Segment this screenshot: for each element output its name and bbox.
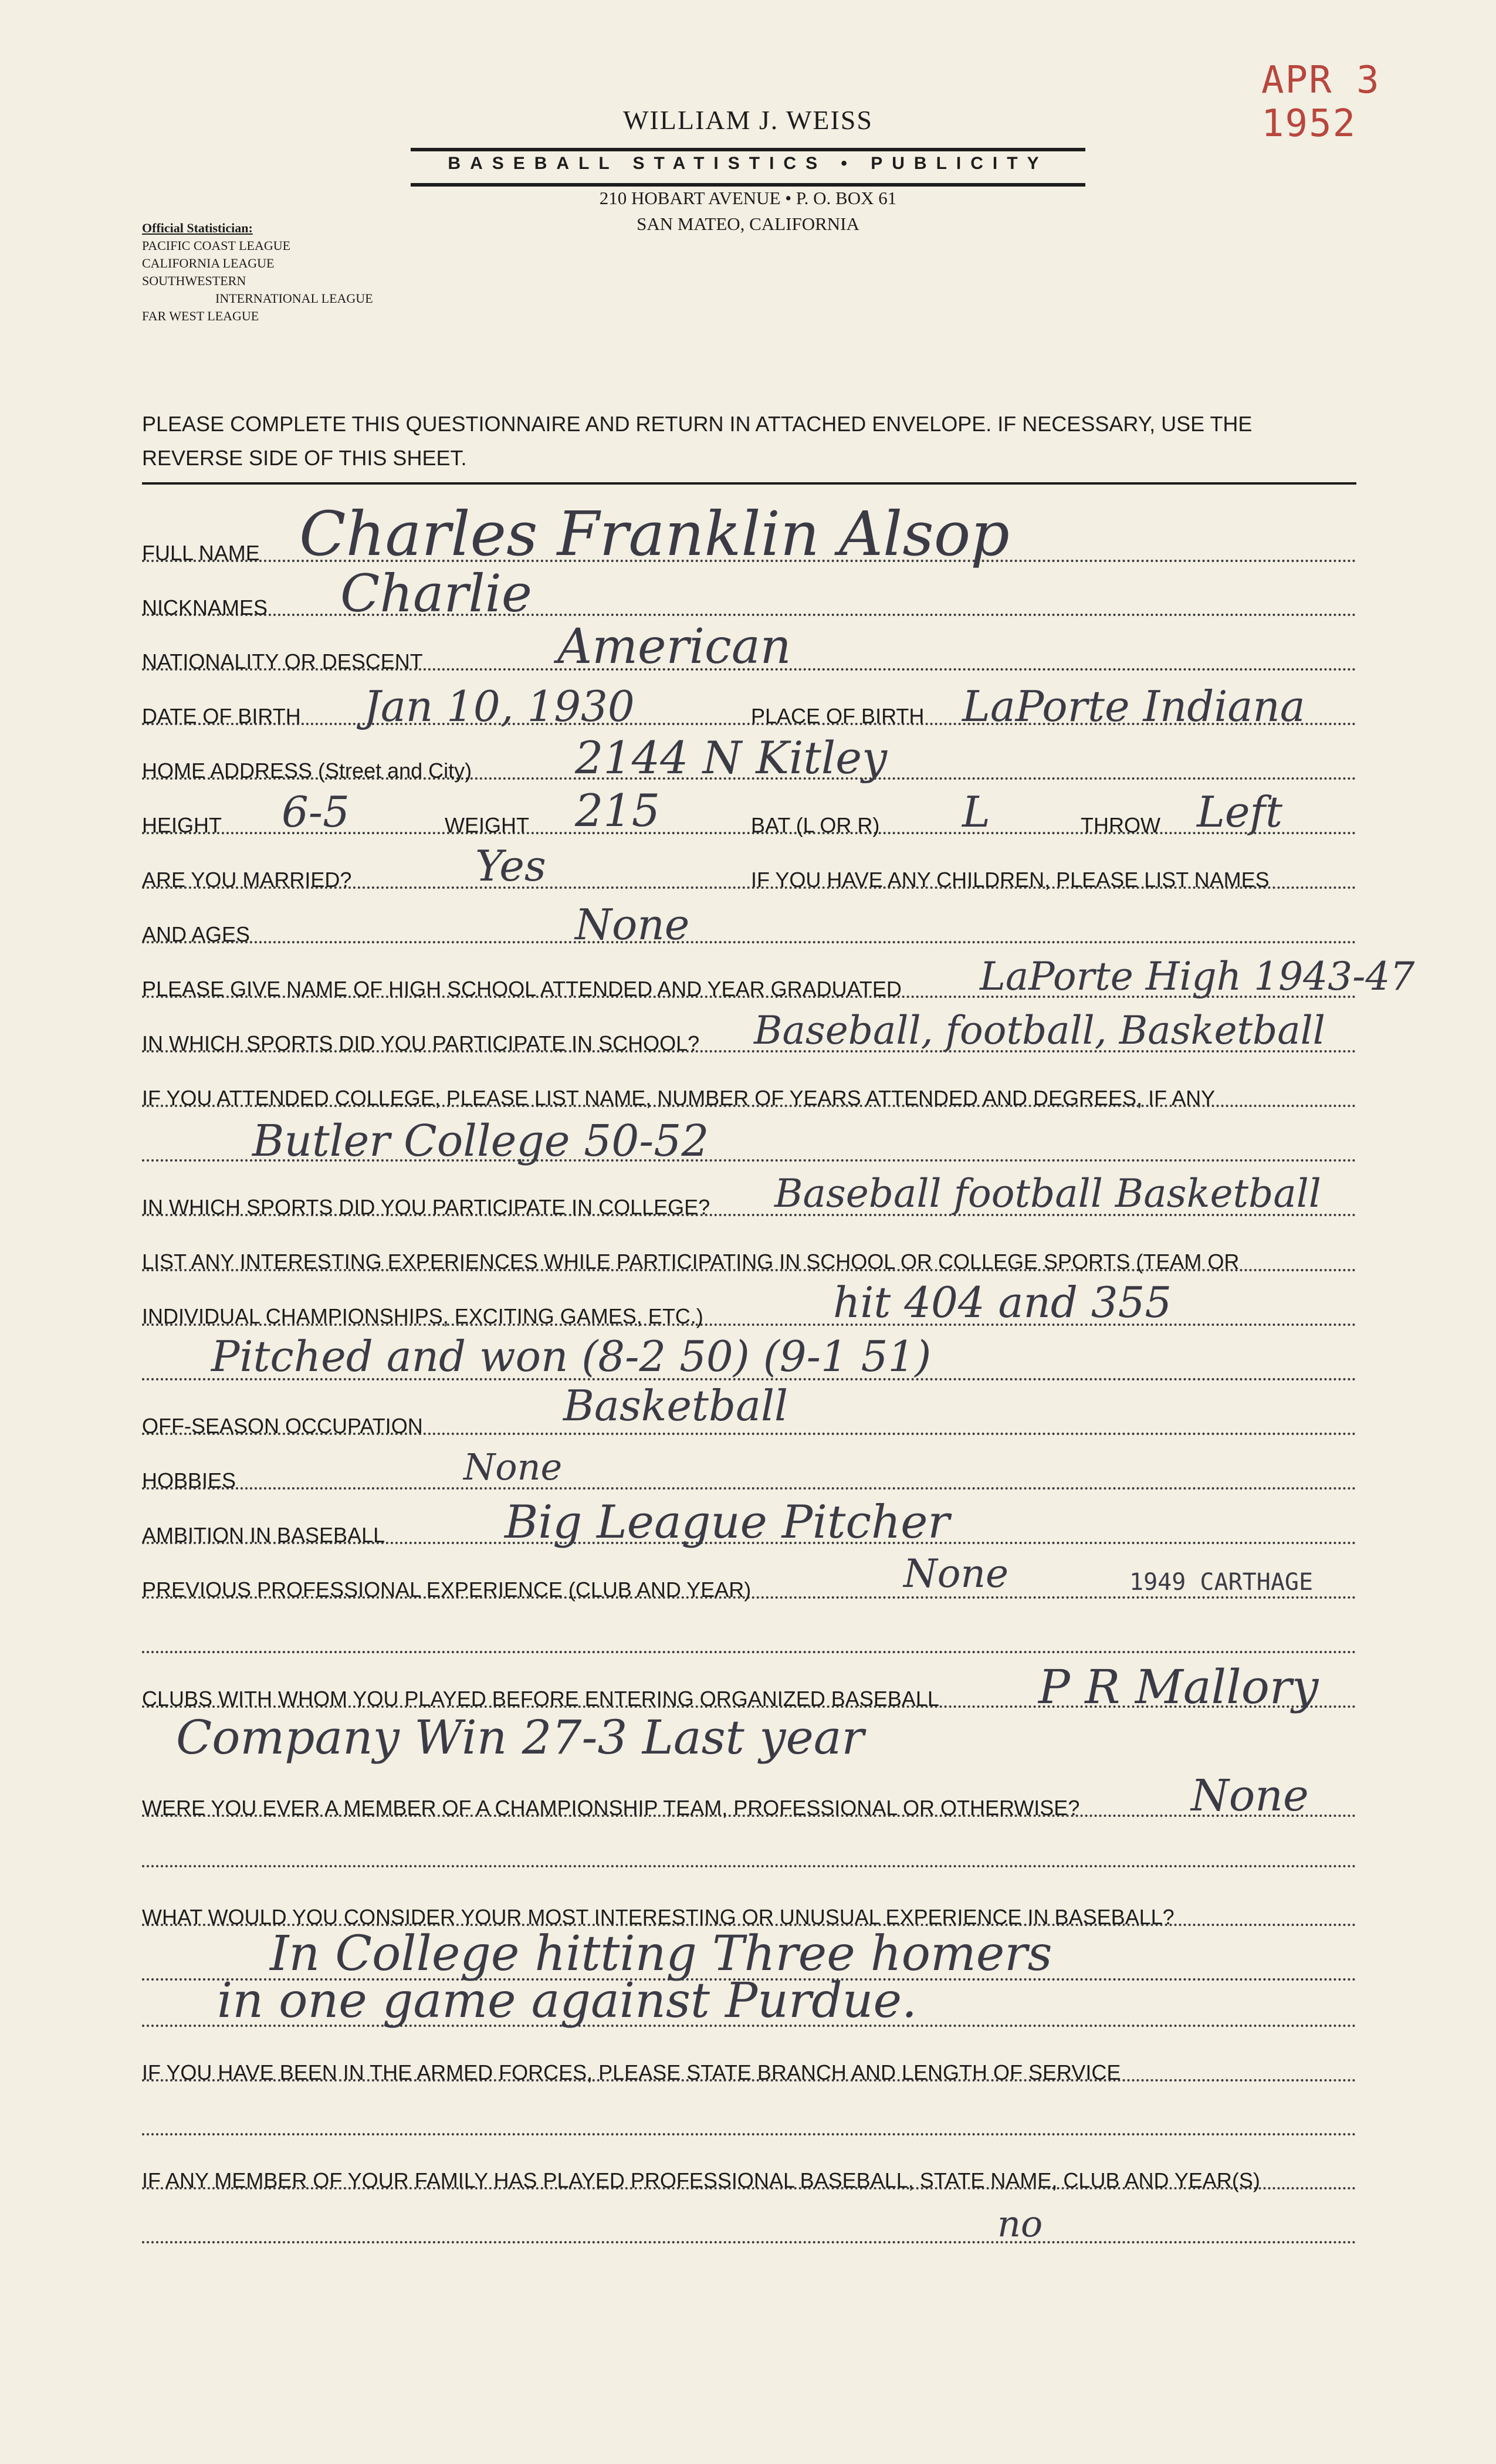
- full-name-label: FULL NAME: [142, 541, 260, 565]
- weight-label: WEIGHT: [445, 813, 529, 837]
- family-answer: no: [997, 2202, 1043, 2245]
- answer-line: [142, 1865, 1356, 1867]
- college-label: IF YOU ATTENDED COLLEGE, PLEASE LIST NAME, NUMBER OF YEARS ATTENDED AND DEGREES, IF ANY: [142, 1086, 1216, 1110]
- ambition-answer: Big League Pitcher: [505, 1496, 950, 1549]
- nationality-label: NATIONALITY OR DESCENT: [142, 649, 423, 673]
- instructions-line: REVERSE SIDE OF THIS SHEET.: [142, 446, 467, 470]
- date-of-birth-label: DATE OF BIRTH: [142, 704, 301, 728]
- children-label: IF YOU HAVE ANY CHILDREN, PLEASE LIST NAMES: [751, 868, 1270, 892]
- ages-answer: None: [575, 900, 690, 949]
- bat-label: BAT (L OR R): [751, 813, 880, 837]
- experiences-answer-cont: Pitched and won (8-2 50) (9-1 51): [211, 1332, 932, 1381]
- place-of-birth-answer: LaPorte Indiana: [962, 682, 1305, 731]
- experiences-label-cont: INDIVIDUAL CHAMPIONSHIPS, EXCITING GAMES, ETC.): [142, 1304, 703, 1328]
- header-divider: [142, 482, 1356, 485]
- height-label: HEIGHT: [142, 813, 222, 837]
- letterhead-city: SAN MATEO, CALIFORNIA: [637, 214, 859, 234]
- letterhead-name: WILLIAM J. WEISS: [623, 105, 873, 135]
- letterhead-address: 210 HOBART AVENUE • P. O. BOX 61: [599, 188, 897, 208]
- hobbies-label: HOBBIES: [142, 1468, 236, 1492]
- league-item: FAR WEST LEAGUE: [142, 309, 259, 323]
- off-season-label: OFF-SEASON OCCUPATION: [142, 1414, 423, 1438]
- nationality-answer: American: [557, 619, 791, 675]
- throw-label: THROW: [1081, 813, 1160, 837]
- answer-line: [142, 2133, 1356, 2135]
- married-label: ARE YOU MARRIED?: [142, 868, 352, 892]
- championship-label: WERE YOU EVER A MEMBER OF A CHAMPIONSHIP TEAM, PROFESSIONAL OR OTHERWISE?: [142, 1796, 1080, 1820]
- instructions-line: PLEASE COMPLETE THIS QUESTIONNAIRE AND RETURN IN ATTACHED ENVELOPE. IF NECESSARY, USE THE: [142, 412, 1253, 436]
- hobbies-answer: None: [463, 1446, 563, 1488]
- bat-answer: L: [962, 787, 990, 837]
- answer-line: [142, 941, 1356, 943]
- nicknames-answer: Charlie: [340, 563, 532, 624]
- ambition-label: AMBITION IN BASEBALL: [142, 1523, 385, 1547]
- answer-line: [142, 1487, 1356, 1490]
- league-item: SOUTHWESTERN: [142, 273, 246, 288]
- date-of-birth-answer: Jan 10, 1930: [364, 682, 635, 731]
- off-season-answer: Basketball: [563, 1381, 788, 1430]
- answer-line: [142, 614, 1356, 616]
- college-sports-answer: Baseball football Basketball: [774, 1171, 1321, 1216]
- experiences-label: LIST ANY INTERESTING EXPERIENCES WHILE PARTICIPATING IN SCHOOL OR COLLEGE SPORTS (TEAM OR: [142, 1250, 1240, 1274]
- unusual-experience-label: WHAT WOULD YOU CONSIDER YOUR MOST INTERESTING OR UNUSUAL EXPERIENCE IN BASEBALL?: [142, 1905, 1175, 1929]
- home-address-answer: 2144 N Kitley: [575, 732, 888, 784]
- college-answer: Butler College 50-52: [252, 1116, 709, 1166]
- married-answer: Yes: [475, 841, 546, 891]
- answer-line: [142, 1651, 1356, 1653]
- letterhead-business: BASEBALL STATISTICS • PUBLICITY: [448, 154, 1048, 173]
- previous-pro-typed-note: 1949 CARTHAGE: [1129, 1569, 1314, 1596]
- school-sports-answer: Baseball, football, Basketball: [754, 1008, 1325, 1053]
- statistician-title: Official Statistician:: [142, 221, 253, 235]
- full-name-answer: Charles Franklin Alsop: [299, 498, 1010, 570]
- letterhead-business-box: [411, 148, 1085, 187]
- high-school-answer: LaPorte High 1943-47: [980, 954, 1415, 999]
- nicknames-label: NICKNAMES: [142, 595, 268, 620]
- answer-line: [142, 2241, 1356, 2243]
- clubs-before-answer-cont: Company Win 27-3 Last year: [176, 1710, 864, 1765]
- family-label: IF ANY MEMBER OF YOUR FAMILY HAS PLAYED PROFESSIONAL BASEBALL, STATE NAME, CLUB AND YEAR(S): [142, 2168, 1260, 2192]
- official-statistician-block: [142, 219, 373, 325]
- championship-answer: None: [1191, 1771, 1309, 1821]
- clubs-before-answer: P R Mallory: [1038, 1660, 1319, 1714]
- league-item: PACIFIC COAST LEAGUE: [142, 238, 291, 253]
- place-of-birth-label: PLACE OF BIRTH: [751, 704, 925, 728]
- armed-forces-label: IF YOU HAVE BEEN IN THE ARMED FORCES, PLEASE STATE BRANCH AND LENGTH OF SERVICE: [142, 2060, 1121, 2084]
- league-item: INTERNATIONAL LEAGUE: [215, 291, 373, 306]
- previous-pro-label: PREVIOUS PROFESSIONAL EXPERIENCE (CLUB AND YEAR): [142, 1578, 752, 1602]
- school-sports-label: IN WHICH SPORTS DID YOU PARTICIPATE IN SCHOOL?: [142, 1031, 700, 1055]
- instructions: [142, 407, 1374, 475]
- high-school-label: PLEASE GIVE NAME OF HIGH SCHOOL ATTENDED AND YEAR GRADUATED: [142, 977, 902, 1001]
- height-answer: 6-5: [282, 787, 350, 837]
- league-item: CALIFORNIA LEAGUE: [142, 256, 275, 270]
- unusual-experience-answer: In College hitting Three homers: [270, 1926, 1052, 1982]
- received-date-stamp: APR 3 1952: [1261, 59, 1380, 145]
- college-sports-label: IN WHICH SPORTS DID YOU PARTICIPATE IN COLLEGE?: [142, 1195, 710, 1219]
- home-address-label: HOME ADDRESS (Street and City): [142, 759, 472, 783]
- previous-pro-answer: None: [903, 1551, 1009, 1596]
- experiences-answer: hit 404 and 355: [833, 1278, 1172, 1327]
- ages-label: AND AGES: [142, 922, 251, 946]
- unusual-experience-answer-cont: in one game against Purdue.: [217, 1973, 918, 2029]
- clubs-before-label: CLUBS WITH WHOM YOU PLAYED BEFORE ENTERING ORGANIZED BASEBALL: [142, 1687, 939, 1711]
- throw-answer: Left: [1197, 787, 1283, 837]
- weight-answer: 215: [575, 784, 661, 837]
